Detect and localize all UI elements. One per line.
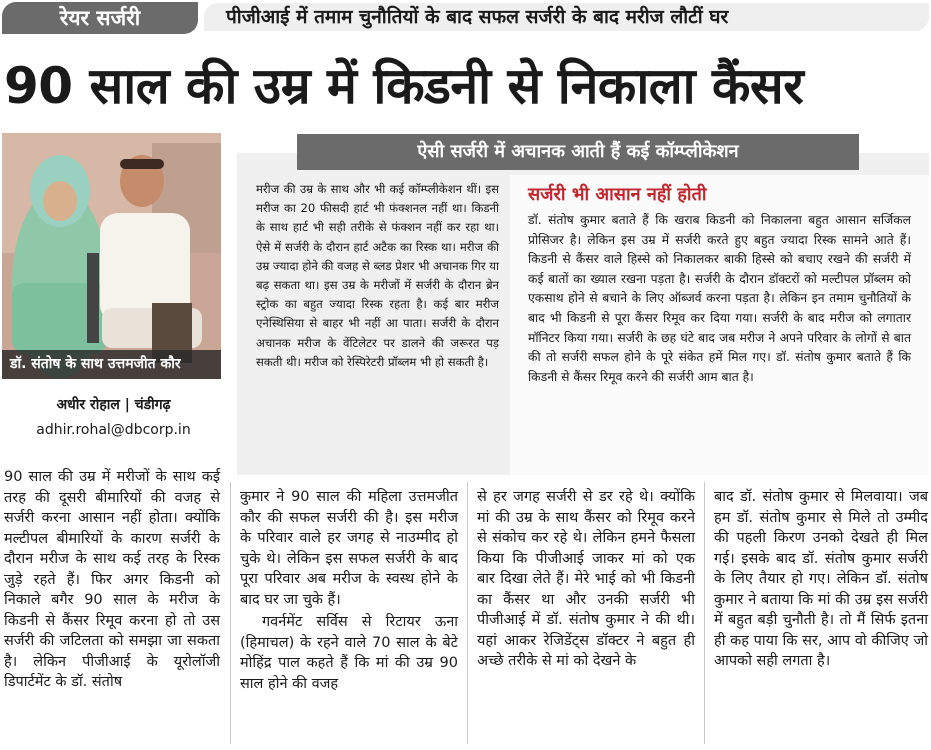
author-name: अधीर रोहाल bbox=[56, 397, 120, 413]
article-paragraph: 90 साल की उम्र में मरीजों के साथ कई तरह की दूसरी बीमारियों की वजह से सर्जरी करना आसान नहीं होता। क्योंकि मल्टीपल बीमारियों के कारण सर्जरी के दौरान मरीज के साथ कई तरह के रिस्क जुड़े रहते हैं। फिर अगर किडनी को निकाले बगैर 90 साल के मरीज के किडनी से कैंसर रिमूव करना हो तो उस सर्जरी की जटिलता को समझा जा सकता है। लेकिन पीजीआई के यूरोलॉजी डिपार्टमेंट के डॉ. संतोष bbox=[4, 469, 220, 691]
column-divider bbox=[704, 482, 705, 744]
article-paragraph: बाद डॉ. संतोष कुमार से मिलवाया। जब हम डॉ. संतोष कुमार से मिले तो उम्मीद की पहली किरण उनको देखते ही मिल गई। इसके बाद डॉ. संतोष कुमार सर्जरी के लिए तैयार हो गए। लेकिन डॉ. संतोष कुमार ने बताया कि मां की उम्र इस सर्जरी में बहुत बड़ी चुनौती है। तो मैं सिर्फ इतना ही कह पाया कि सर, आप वो कीजिए जो आपको सही लगता है। bbox=[714, 489, 928, 670]
byline bbox=[6, 395, 221, 441]
article-column-3 bbox=[477, 487, 695, 672]
byline-separator: | bbox=[124, 397, 135, 413]
subsection-title: सर्जरी भी आसान नहीं होती bbox=[528, 184, 707, 205]
sidebar-header: ऐसी सर्जरी में अचानक आती हैं कई कॉम्प्लीकेशन bbox=[297, 134, 859, 170]
photo-illustration bbox=[2, 133, 221, 379]
section-badge: रेयर सर्जरी bbox=[2, 2, 198, 34]
subsection-body: डॉ. संतोष कुमार बताते हैं कि खराब किडनी को निकालना बहुत आसान सर्जिकल प्रोसिजर है। लेकिन इस उम्र में सर्जरी करते हुए बहुत ज्यादा रिस्क सामने आते हैं। किडनी से कैंसर वाले हिस्से को निकालकर बाकी हिस्से को बचाए रखने की सर्जरी में कई बातों का ख्याल रखना पड़ता है। सर्जरी के दौरान डॉक्टरों को मल्टीपल प्रॉब्लम को एकसाथ होने से बचाने के लिए ऑब्जर्व करना पड़ता है। लेकिन इन तमाम चुनौतियों के बाद भी किडनी से पूरा कैंसर रिमूव कर दिया गया। सर्जरी के बाद मरीज को लगातार मॉनिटर किया गया। सर्जरी के छह घंटे बाद जब मरीज ने अपने परिवार के लोगों से बात की तो सर्जरी सफल होने के पूरे संकेत हमें मिल गए। डॉ. संतोष कुमार बताते हैं कि किडनी से कैंसर रिमूव करने की सर्जरी आम बात है। bbox=[528, 213, 911, 384]
column-divider bbox=[230, 482, 231, 744]
sidebar-left-text: मरीज की उम्र के साथ और भी कई कॉम्प्लीकेशन थीं। इस मरीज का 20 फीसदी हार्ट भी फंक्शनल नहीं था। किडनी के साथ हार्ट भी सही तरीके से फंक्शन नहीं कर रहा था। ऐसे में सर्जरी के दौरान हार्ट अटैक का रिस्क था। मरीज की उम्र ज्यादा होने की वजह से ब्लड प्रेशर भी अचानक गिर या बढ़ सकता था। इस उम्र के मरीजों में सर्जरी के दौरान ब्रेन स्ट्रोक का बहुत ज्यादा रिस्क रहता है। कई बार मरीज एनेस्थिसिया से बाहर भी नहीं आ पाता। सर्जरी के दौरान अचानक मरीज के वेंटिलेटर पर डालने की जरूरत पड़ सकती थी। मरीज को रेस्पिरेटरी प्रॉब्लम भी हो सकती है। bbox=[256, 182, 499, 369]
photo-caption: डॉ. संतोष के साथ उत्तमजीत कौर bbox=[2, 350, 221, 379]
article-column-2 bbox=[240, 487, 458, 694]
article-paragraph: गवर्नमेंट सर्विस से रिटायर ऊना (हिमाचल) के रहने वाले 70 साल के बेटे मोहिंद्र पाल कहते हैं कि मां की उम्र 90 साल होने की वजह bbox=[240, 614, 458, 692]
sidebar-subsection bbox=[510, 175, 929, 475]
dateline-city: चंडीगढ़ bbox=[134, 397, 171, 413]
byline-names bbox=[6, 395, 221, 415]
article-paragraph: कुमार ने 90 साल की महिला उत्तमजीत कौर की सफल सर्जरी की है। इस मरीज के परिवार वाले हर जगह से नाउम्मीद हो चुके थे। लेकिन इस सफल सर्जरी के बाद पूरा परिवार अब मरीज के स्वस्थ होने के बाद घर जा चुके हैं। bbox=[240, 489, 458, 608]
author-email: adhir.rohal@dbcorp.in bbox=[36, 422, 191, 438]
column-divider bbox=[467, 482, 468, 744]
article-column-1 bbox=[4, 467, 220, 693]
subheadline: पीजीआई में तमाम चुनौतियों के बाद सफल सर्जरी के बाद मरीज लौटीं घर bbox=[204, 3, 929, 31]
top-bar bbox=[0, 0, 931, 36]
article-paragraph: से हर जगह सर्जरी से डर रहे थे। क्योंकि मां की उम्र के साथ कैंसर को रिमूव करने से संकोच कर रहे थे। लेकिन हमने फैसला किया कि पीजीआई जाकर मां को एक बार दिखा लेते हैं। मेरे भाई को भी किडनी का कैंसर था और उनकी सर्जरी भी पीजीआई में डॉ. संतोष कुमार ने की थी। यहां आकर रेजिडेंट्स डॉक्टर ने बहुत ही अच्छे तरीके से मां को देखने के bbox=[477, 489, 695, 670]
headline: 90 साल की उम्र में किडनी से निकाला कैंसर bbox=[4, 57, 804, 115]
article-column-4 bbox=[714, 487, 928, 672]
news-photo bbox=[2, 133, 221, 379]
